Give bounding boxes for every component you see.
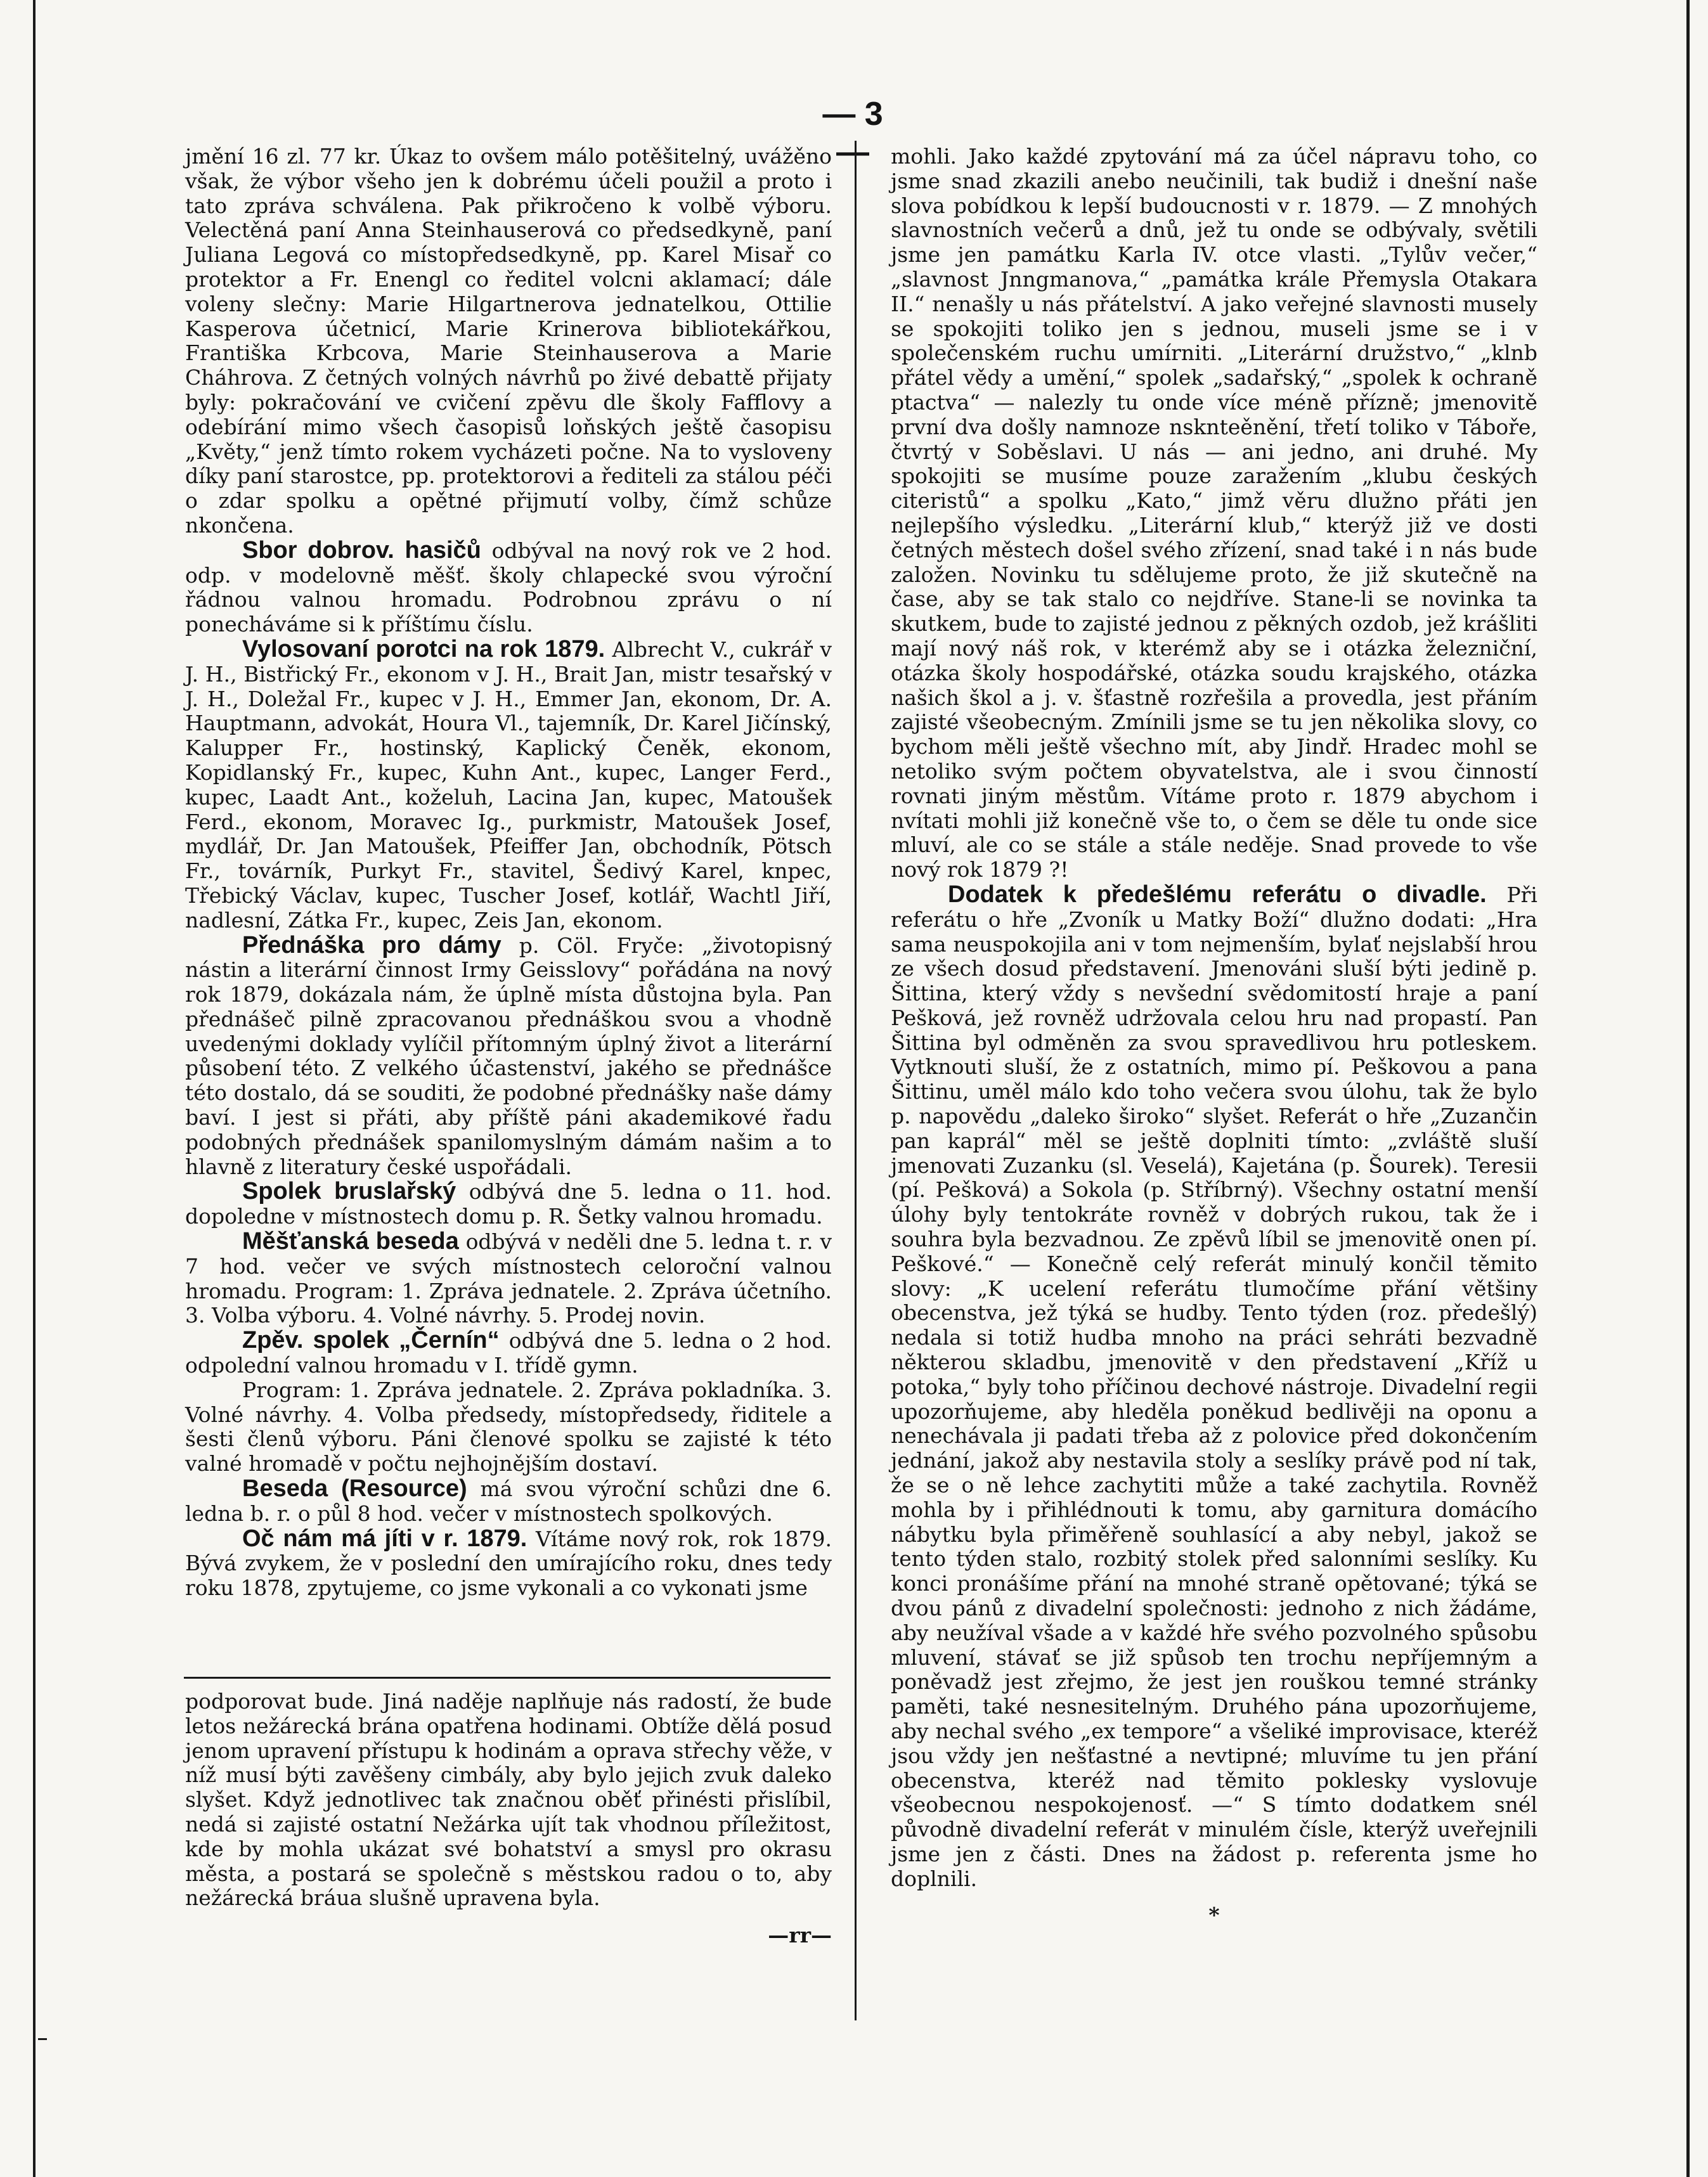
article-paragraph: jmění 16 zl. 77 kr. Úkaz to ovšem málo potěšitelný, uvážěno však, že výbor všeho jen k dobrému účeli použil a proto i tato zpráva schválena. Pak přikročeno k volbě výboru. Velectěná paní Anna Steinhauserová co předsedkyně, paní Juliana Legová co místopředsedkyně, pp. Karel Misař co protektor a Fr. Enengl co ředitel volcni aklamací; dále voleny slečny: Marie Hilgartnerova jednatelkou, Ottilie Kasperova účetnicí, Marie Krinerova bibliotekářkou, Františka Krbcova, Marie Steinhauserova a Marie Cháhrova. Z četných volných návrhů po živé debattě přijaty byly: pokračování ve cvičení zpěvu dle školy Fafflovy a odebírání mimo všech časopisů loňských ještě časopisu „Květy,“ jenž tímto rokem vycházeti počne. Na to vysloveny díky paní starostce, pp. protektorovi a řediteli za stálou péči o zdar spolku a opětné přijmutí volby, čímž schůze nkončena. — [185, 144, 832, 538]
article-oc-nam-continued: mohli. Jako každé zpytování má za účel nápravu toho, co jsme snad zkazili anebo neučinili, tak budiž i dnešní naše slova pobídkou k lepší budoucnosti v r. 1879. — Z mnohých slavnostních večerů a dnů, jež tu onde se odbývaly, světili jsme jen památku Karla IV. otce vlasti. „Tylův večer,“ „slavnost Jnngmanova,“ „památka krále Přemysla Otakara II.“ nenašly u nás přátelství. A jako veřejné slavnosti musely se spokojiti toliko jen s jednou, museli jsme se i v společenském ruchu umírniti. „Literární družstvo,“ „klnb přátel vědy a umění,“ spolek „sadařský,“ „spolek k ochraně ptactva“ — nalezly tu onde více méně přízně; jmenovitě první dva došly namnoze nsknteěnění, třetí toliko v Táboře, čtvrtý v Soběslavi. U nás — ani jedno, ani druhé. My spokojiti se musíme pouze zaražením „klubu českých citeristů“ a spolku „Kato,“ jimž věru dlužno přáti jen nejlepšího výsledku. „Literární klub,“ kterýž již ve dosti četných městech došel svého zřízení, snad také i n nás bude založen. Novinku tu sdělujeme proto, že již skutečně na čase, aby se tak stalo co nejdříve. Stane-li se novinka ta skutkem, bude to zajisté jednou z pěkných ozdob, jež krášliti mají nový náš rok, v kterémž aby se i otázka železniční, otázka školy hospodářské, otázka soudu krajského, otázka našich škol a j. v. šťastně rozřešila a provedla, jest přáním zajisté všeobecným. Zmínili jsme se tu jen několika slovy, co bychom měli ještě všechno mít, aby Jindř. Hradec mohl se netoliko svým počtem obyvatelstva, ale i svou činností rovnati jiným městům. Vítáme proto r. 1879 abychom i nvítati mohli již konečně vše to, o čem se děle tu onde sice mluví, ale co se stále a stále neděje. Snad provede to vše nový rok 1879 ?! — [891, 144, 1537, 882]
article-hasici: Sbor dobrov. hasičů odbýval na nový rok ve 2 hod. odp. v modelovně měšť. školy chlapecké svou výroční řádnou valnou hromadu. Podrobnou zprávu o ní ponecháváme si k příštímu číslu. — [185, 536, 832, 637]
page-frame-mark — [38, 2038, 47, 2040]
page-number: — 3 — — [822, 96, 883, 171]
left-column-continuation — [185, 1689, 832, 1948]
article-heading: Beseda (Resource) — [242, 1475, 467, 1502]
article-oc-nam: Oč nám má jíti v r. 1879. Vítáme nový rok, rok 1879. Bývá zvykem, že v poslední den umírajícího roku, dnes tedy roku 1878, zpytujeme, co jsme vykonali a co vykonati jsme — [185, 1525, 832, 1601]
article-cernin: Zpěv. spolek „Černín“ odbývá dne 5. ledna o 2 hod. odpolední valnou hromadu v I. třídě gymn. — [185, 1327, 832, 1378]
article-mestanska-beseda: Měšťanská beseda odbývá v neděli dne 5. ledna t. r. v 7 hod. večer ve svých místnostech celoroční valnou hromadu. Program: 1. Zpráva jednatele. 2. Zpráva účetního. 3. Volba výboru. 4. Volné návrhy. 5. Prodej novin. — [185, 1228, 832, 1328]
author-signature: —rr— — [768, 1923, 832, 1948]
left-column — [185, 145, 832, 1601]
article-heading: Měšťanská beseda — [242, 1228, 459, 1255]
article-heading: Spolek bruslařský — [242, 1178, 456, 1205]
article-heading: Přednáška pro dámy — [242, 931, 501, 959]
article-heading: Vylosovaní porotci na rok 1879. — [242, 635, 605, 662]
end-asterisk: * — [1208, 1902, 1220, 1927]
article-heading: Zpěv. spolek „Černín“ — [242, 1327, 500, 1354]
article-heading: Dodatek k předešlému referátu o divadle. — [948, 881, 1487, 908]
article-bruslarsky: Spolek bruslařský odbývá dne 5. ledna o 11. hod. dopoledne v místnostech domu p. R. Šetky valnou hromadu. — [185, 1178, 832, 1229]
article-dodatek-divadlo: Dodatek k předešlému referátu o divadle. Při referátu o hře „Zvoník u Matky Boží“ dlužno dodati: „Hra sama neuspokojila ani v tom nejmenším, bylať nejslabší hrou ze všech dosud představení. Jmenováni sluší býti jedině p. Šittina, který vždy s nevšední svědomitostí hraje a paní Pešková, jež rovněž udržovala celou hru nad propastí. Pan Šittina byl odměněn za svou spravedlivou hru potleskem. Vytknouti sluší, že z ostatních, mimo pí. Peškovou a pana Šittinu, uměl málo kdo toho večera svou úlohu, tak že bylo p. napovědu „daleko široko“ slyšet. Referát o hře „Zuzančin pan kaprál“ měl se ještě doplniti tímto: „zvláště sluší jmenovati Zuzanku (sl. Veselá), Kajetána (p. Šourek). Teresii (pí. Pešková) a Sokola (p. Stříbrný). Všechny ostatní menší úlohy byly tentokráte rovněž v dobrých rukou, tak že i souhra byla bezvadnou. Ze zpěvů líbil se jmenovitě onen pí. Peškové.“ — Konečně celý referát minulý končil těmito slovy: „K ucelení referátu tlumočíme přání většiny obecenstva, jež týká se hudby. Tento týden (roz. předešlý) nedala si totiž hudba mnoho na práci sehráti bezvadně některou skladbu, jmenovitě v den představení „Kříž u potoka,“ byly toho příčinou dechové nástroje. Divadelní regii upozorňujeme, aby hleděla poněkud bedlivěji na oponu a nenechávala ji padati třeba až z polovice před dokončením jednání, jakož aby nestavila stoly a seslíky právě pod ní tak, že se o ně lehce zachytiti může a také zachytila. Rovněž mohla by i přihlédnouti k tomu, aby garnitura domácího nábytku byla přiměřeně souhlasící a aby nebyl, jakož se tento týden stalo, rozbitý stolek před salonními seslíky. Ku konci pronášíme přání na mnohé straně opětované; týká se dvou pánů z divadelní společnosti: jednoho z nich žádáme, aby neužíval všade a v každé hře svého pozvolného spůsobu mluvení, stávať se již spůsob ten trochu nepříjemným a poněvadž jest zřejmo, že jest jen rouškou temné stránky paměti, také nesnesitelným. Druhého pána upozorňujeme, aby nechal svého „ex tempore“ a všeliké improvisace, kteréž jsou vždy jen nešťastné a nevtipné; mluvíme tu jen přání obecenstva, kteréž nad těmito poklesky vyslovuje všeobecnou nespokojenosť. —“ S tímto dodatkem snél původně divadelní referát v minulém čísle, kterýž uveřejnili jsme jen z části. Dnes na žádost p. referenta jsme ho doplnili. — [891, 881, 1537, 1891]
article-porotci: Vylosovaní porotci na rok 1879. Albrecht V., cukrář v J. H., Bistřický Fr., ekonom v J. H., Brait Jan, mistr tesařský v J. H., Doležal Fr., kupec v J. H., Emmer Jan, ekonom, Dr. A. Hauptmann, advokát, Houra Vl., tajemník, Dr. Karel Jičínský, Kalupper Fr., hostinský, Kaplický Čeněk, ekonom, Kopidlanský Fr., kupec, Kuhn Ant., kupec, Langer Ferd., kupec, Laadt Ant., koželuh, Lacina Jan, kupec, Matoušek Ferd., ekonom, Moravec Ig., purkmistr, Matoušek Josef, mydlář, Dr. Jan Matoušek, Pfeiffer Jan, obchodník, Pötsch Fr., továrník, Purkyt Fr., stavitel, Šedivý Karel, knpec, Třebický Václav, kupec, Tuscher Josef, kotlář, Wachtl Jiří, nadlesní, Zátka Fr., kupec, Zeis Jan, ekonom. — [185, 635, 832, 933]
article-resource: Beseda (Resource) má svou výroční schůzi dne 6. ledna b. r. o půl 8 hod. večer v místnostech spolkových. — [185, 1475, 832, 1526]
right-column — [891, 145, 1537, 1927]
article-heading: Oč nám má jíti v r. 1879. — [242, 1525, 527, 1552]
page-frame-right-edge — [1686, 0, 1690, 2177]
article-heading: Sbor dobrov. hasičů — [242, 536, 481, 564]
article-cernin-program: Program: 1. Zpráva jednatele. 2. Zpráva pokladníka. 3. Volné návrhy. 4. Volba předsedy, místopředsedy, řiditele a šesti členů výboru. Páni členové spolku se zajisté k této valné hromadě v počtu nejhojnějším dostaví. — [185, 1377, 832, 1476]
article-prednaska: Přednáška pro dámy p. Cöl. Fryče: „životopisný nástin a literární činnost Irmy Geisslovy“ pořádána na nový rok 1879, dokázala nám, že úplně místa důstojna byla. Pan přednášeč pilně zpracovanou přednáškou svou a vhodně uvedenými doklady vylíčil přítomným úplný život a literární působení této. Z velkého účastenství, jakého se přednášce této dostalo, dá se souditi, že podobné přednášky naše dámy baví. I jest si přáti, aby příště páni akademikové řadu podobných přednášek spanilomyslným dámám našim a to hlavně z literatury české uspořádali. — [185, 931, 832, 1179]
column-separator — [184, 1677, 831, 1679]
article-paragraph: podporovat bude. Jiná naděje naplňuje nás radostí, že bude letos nežárecká brána opatřena hodinami. Obtíže dělá posud jenom upravení přístupu k hodinám a oprava střechy věže, v níž musí býti zavěšeny cimbály, aby bylo jejich zvuk daleko slyšet. Když jednotlivec tak značnou oběť přinésti přislíbil, nedá si zajisté ostatní Nežárka ujít tak vhodnou příležitost, kde by mohla ukázat své bohatství a smysl pro okrasu města, a postará se společně s městskou radou o to, aby nežárecká bráua slušně upravena byla. — [185, 1689, 832, 1911]
page-frame-left-edge — [33, 0, 36, 2177]
column-rule — [855, 141, 857, 2020]
